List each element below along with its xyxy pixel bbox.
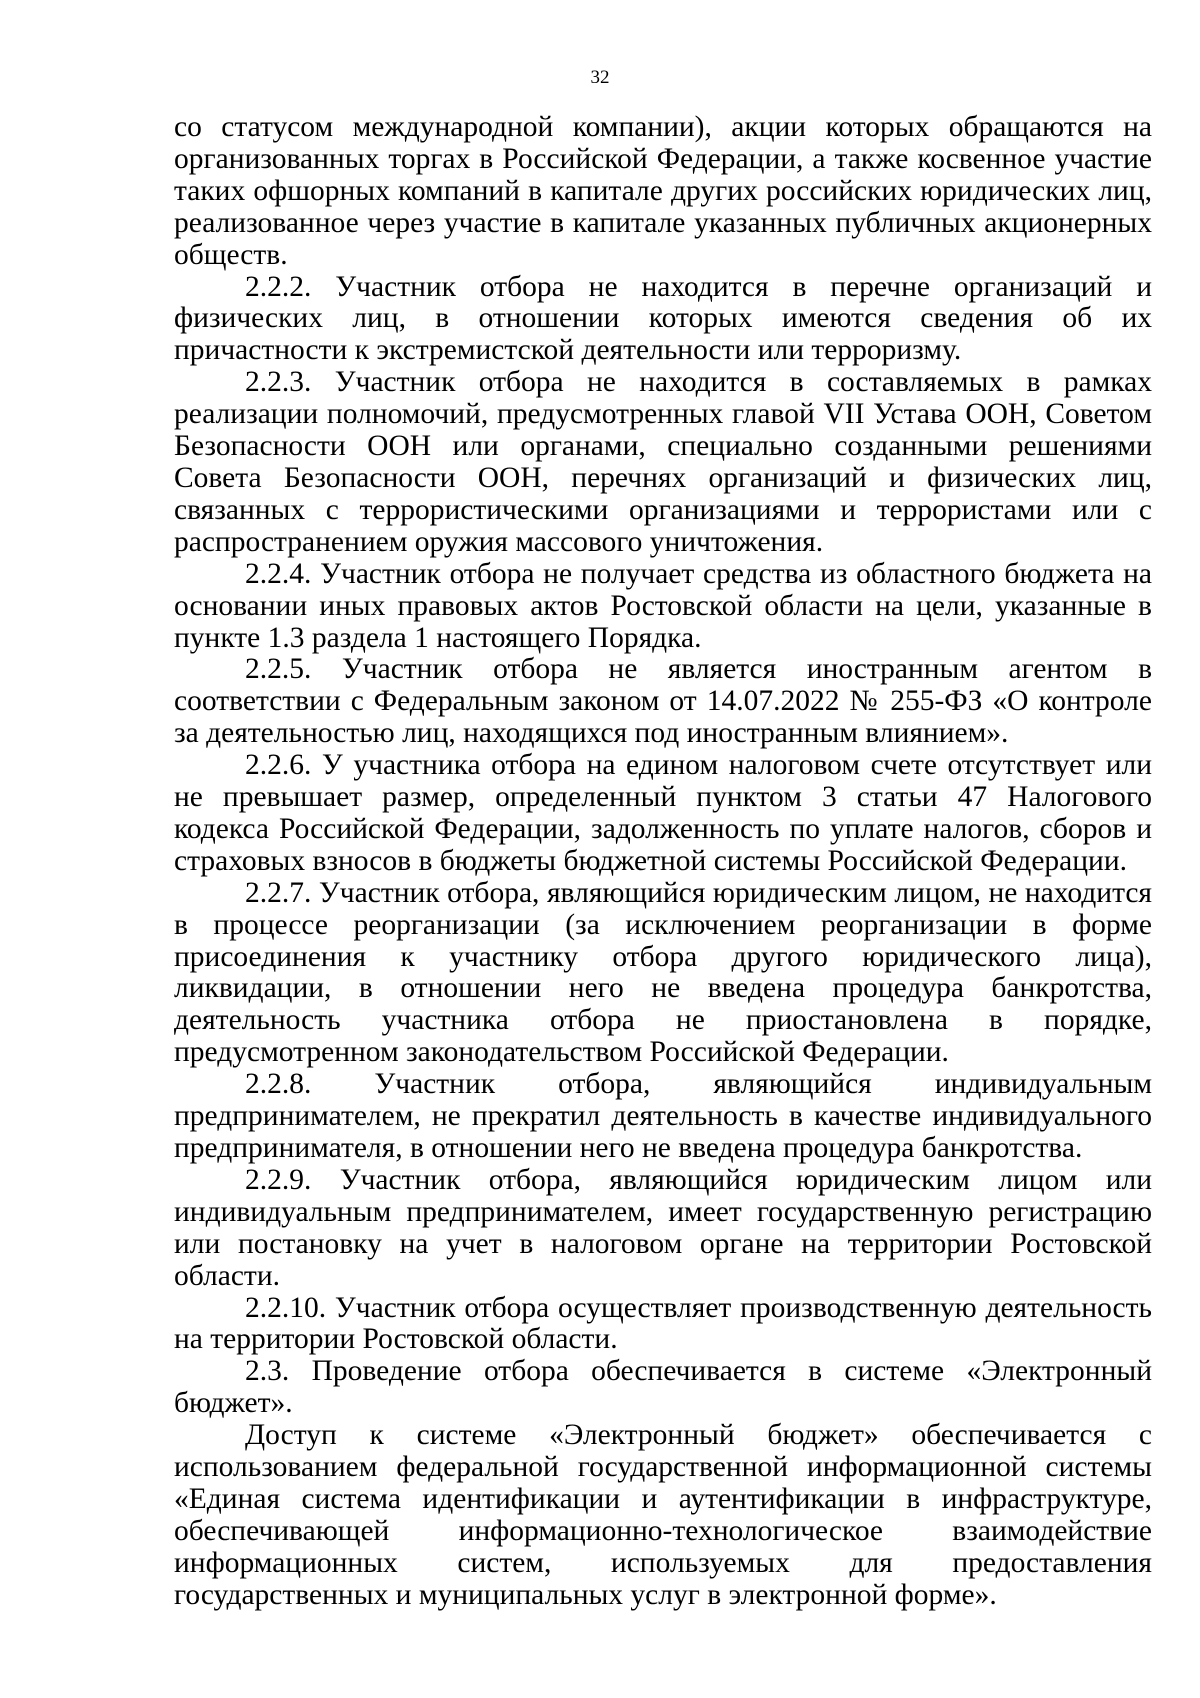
paragraph-2-2-7: 2.2.7. Участник отбора, являющийся юридическим лицом, не находится в процессе реорганизации (за исключением реорганизации в форме присоединения к участнику отбора другого юридического лица), ликвидации, в отношении него не введена процедура банкротства, деятельность участника отбора не приостановлена в порядке, предусмотренном законодательством Российской Федерации. (174, 876, 1152, 1069)
paragraph-2-2-9: 2.2.9. Участник отбора, являющийся юридическим лицом или индивидуальным предпринимателем, имеет государственную регистрацию или постановку на учет в налоговом органе на территории Ростовской области. (174, 1163, 1152, 1292)
paragraph-2-2-6: 2.2.6. У участника отбора на едином налоговом счете отсутствует или не превышает размер, определенный пунктом 3 статьи 47 Налогового кодекса Российской Федерации, задолженность по уплате налогов, сборов и страховых взносов в бюджеты бюджетной системы Российской Федерации. (174, 749, 1152, 877)
page-number: 32 (590, 67, 610, 88)
paragraph-2-2-8: 2.2.8. Участник отбора, являющийся индивидуальным предпринимателем, не прекратил деятельность в качестве индивидуального предпринимателя, в отношении него не введена процедура банкротства. (174, 1068, 1152, 1164)
paragraph-2-2-4: 2.2.4. Участник отбора не получает средства из областного бюджета на основании иных правовых актов Ростовской области на цели, указанные в пункте 1.3 раздела 1 настоящего Порядка. (174, 557, 1152, 654)
paragraph-access: Доступ к системе «Электронный бюджет» обеспечивается с использованием федеральной государственной информационной системы «Единая система идентификации и аутентификации в инфраструктуре, обеспечивающей информационно-технологическое взаимодействие информационных систем, используемых для предоставления государственных и муниципальных услуг в электронной форме». (174, 1419, 1152, 1611)
paragraph-2-3: 2.3. Проведение отбора обеспечивается в системе «Электронный бюджет». (174, 1355, 1152, 1420)
paragraph-2-2-2: 2.2.2. Участник отбора не находится в перечне организаций и физических лиц, в отношении которых имеются сведения об их причастности к экстремистской деятельности или терроризму. (174, 270, 1152, 367)
paragraph-2-2-3: 2.2.3. Участник отбора не находится в составляемых в рамках реализации полномочий, предусмотренных главой VII Устава ООН, Советом Безопасности ООН или органами, специально созданными решениями Совета Безопасности ООН, перечнях организаций и физических лиц, связанных с террористическими организациями и террористами или с распространением оружия массового уничтожения. (174, 366, 1152, 558)
paragraph-continuation: со статусом международной компании), акции которых обращаются на организованных торгах в Российской Федерации, а также косвенное участие таких офшорных компаний в капитале других российских юридических лиц, реализованное через участие в капитале указанных публичных акционерных обществ. (174, 111, 1152, 271)
document-body (174, 112, 1152, 1612)
paragraph-2-2-10: 2.2.10. Участник отбора осуществляет производственную деятельность на территории Ростовской области. (174, 1291, 1152, 1356)
paragraph-2-2-5: 2.2.5. Участник отбора не является иностранным агентом в соответствии с Федеральным законом от 14.07.2022 № 255-ФЗ «О контроле за деятельностью лиц, находящихся под иностранным влиянием». (174, 653, 1152, 750)
